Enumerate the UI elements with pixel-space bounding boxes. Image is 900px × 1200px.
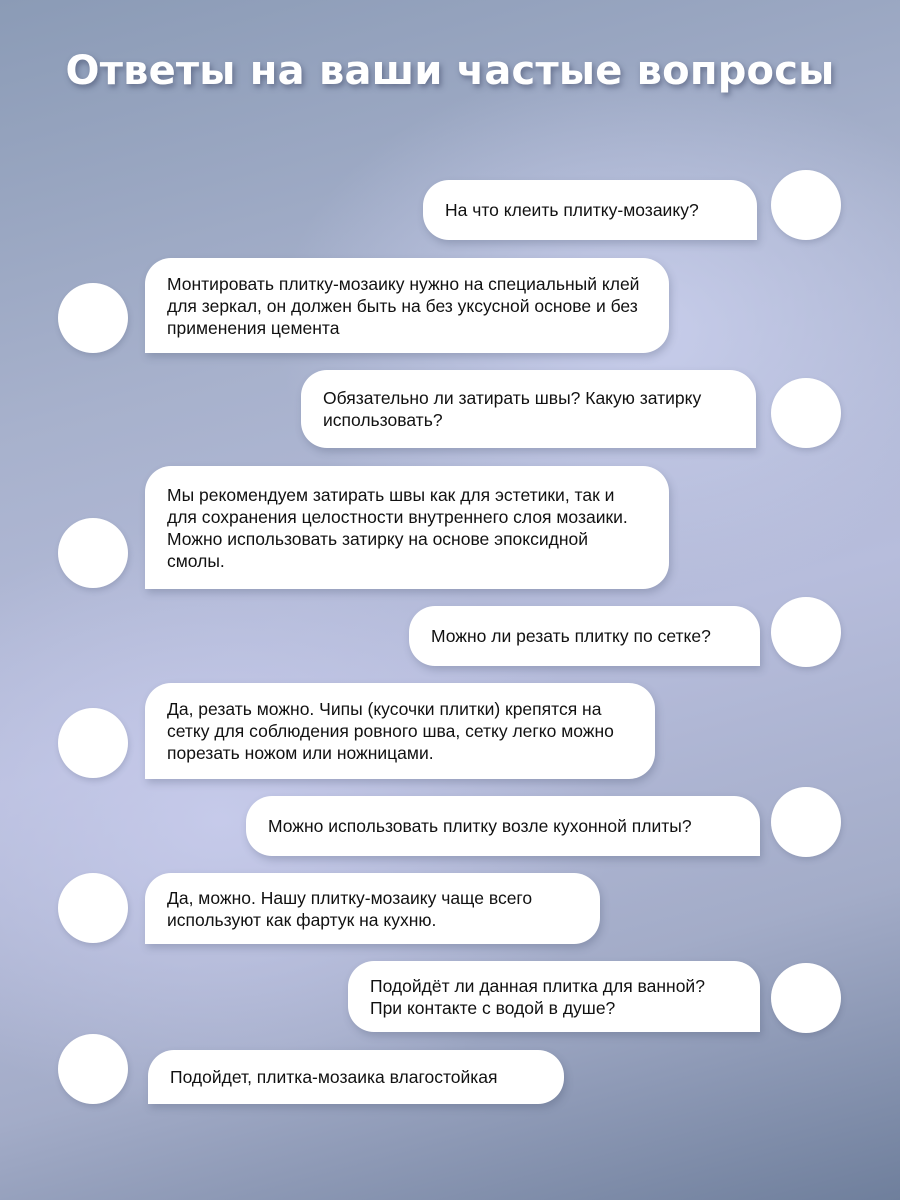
answer-bubble bbox=[145, 466, 669, 589]
question-bubble bbox=[246, 796, 760, 856]
support-avatar bbox=[58, 1034, 128, 1104]
answer-bubble bbox=[145, 683, 655, 779]
support-avatar bbox=[58, 518, 128, 588]
answer-text: Подойдет, плитка-мозаика влагостойкая bbox=[170, 1067, 498, 1087]
answer-bubble bbox=[145, 873, 600, 944]
question-text: Обязательно ли затирать швы? Какую затирку использовать? bbox=[323, 388, 702, 430]
question-bubble bbox=[301, 370, 756, 448]
answer-text: Да, можно. Нашу плитку-мозаику чаще всего используют как фартук на кухню. bbox=[167, 887, 533, 930]
answer-text: Мы рекомендуем затирать швы как для эстетики, так и для сохранения целостности внутреннего слоя мозаики. Можно использовать затирку на основе эпоксидной смолы. bbox=[167, 484, 628, 571]
support-avatar bbox=[58, 708, 128, 778]
question-text: Подойдёт ли данная плитка для ванной? При контакте с водой в душе? bbox=[370, 975, 705, 1018]
user-avatar bbox=[771, 963, 841, 1033]
question-bubble bbox=[348, 961, 760, 1032]
user-avatar bbox=[771, 378, 841, 448]
question-text: Можно использовать плитку возле кухонной плиты? bbox=[268, 816, 692, 836]
user-avatar bbox=[771, 787, 841, 857]
support-avatar bbox=[58, 873, 128, 943]
page-title: Ответы на ваши частые вопросы bbox=[65, 48, 835, 94]
answer-text: Да, резать можно. Чипы (кусочки плитки) крепятся на сетку для соблюдения ровного шва, сетку легко можно порезать ножом или ножницами. bbox=[167, 699, 614, 763]
answer-text: Монтировать плитку-мозаику нужно на специальный клей для зеркал, он должен быть на без уксусной основе и без применения цемента bbox=[167, 273, 640, 338]
question-text: Можно ли резать плитку по сетке? bbox=[431, 626, 711, 646]
question-bubble bbox=[409, 606, 760, 666]
answer-bubble bbox=[145, 258, 669, 353]
support-avatar bbox=[58, 283, 128, 353]
user-avatar bbox=[771, 597, 841, 667]
question-bubble bbox=[423, 180, 757, 240]
answer-bubble bbox=[148, 1050, 564, 1104]
user-avatar bbox=[771, 170, 841, 240]
question-text: На что клеить плитку-мозаику? bbox=[445, 200, 699, 220]
